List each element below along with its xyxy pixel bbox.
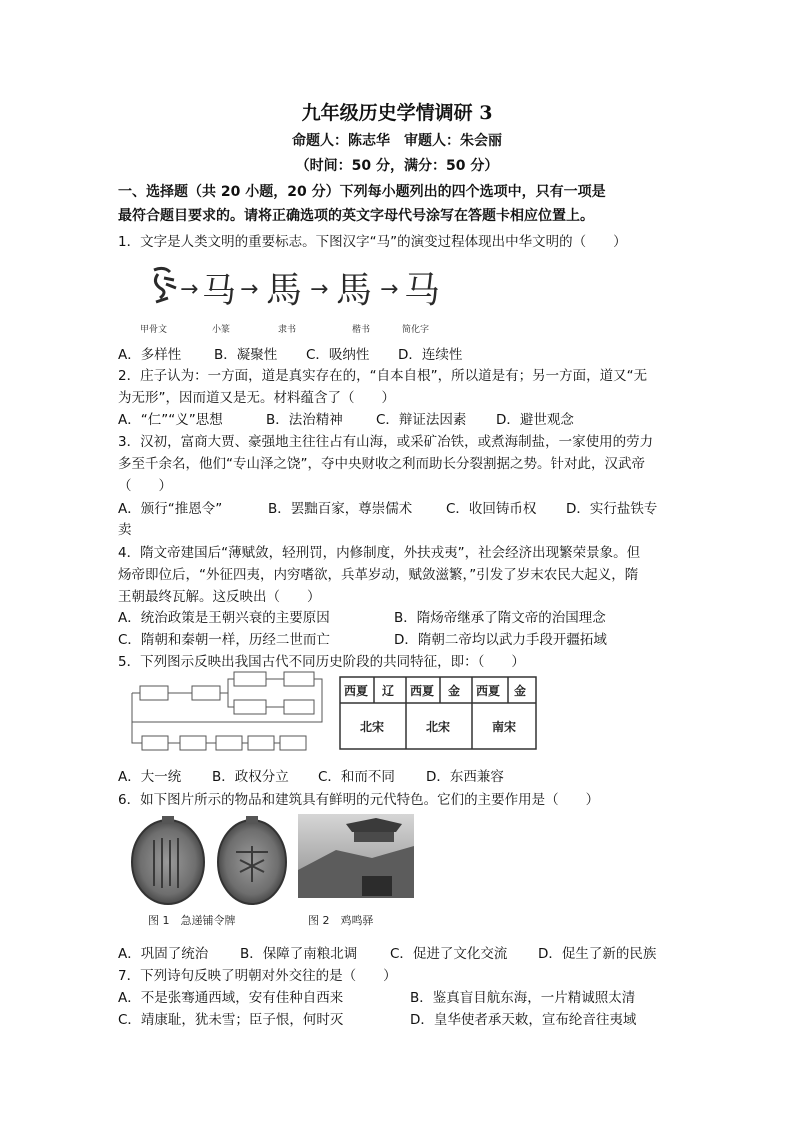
q5-option-c: C．和而不同 — [318, 769, 395, 785]
q1-option-b: B．凝聚性 — [214, 347, 278, 363]
q3-option-b: B．罢黜百家，尊崇儒术 — [268, 501, 413, 517]
exam-title: 九年级历史学情调研 3 — [301, 102, 493, 124]
arrow-1: → — [180, 277, 199, 302]
q4-stem-line3: 王朝最终瓦解。这反映出（ ） — [118, 589, 321, 605]
table-cell-jin-2: 金 — [514, 684, 527, 698]
q6-stem: 6．如下图片所示的物品和建筑具有鲜明的元代特色。它们的主要作用是（ ） — [118, 792, 600, 808]
q2-option-a: A．“仁”“义”思想 — [118, 412, 223, 428]
q4-option-b: B．隋炀帝继承了隋文帝的治国理念 — [394, 610, 606, 626]
section-instruction-line2: 最符合题目要求的。请将正确选项的英文字母代号涂写在答题卡相应位置上。 — [118, 208, 594, 224]
seal-script-char: 马 — [202, 271, 236, 311]
q5-option-b: B．政权分立 — [212, 769, 289, 785]
exam-time-info: （时间：50 分，满分：50 分） — [295, 158, 499, 174]
q7-option-b: B．鉴真盲目航东海，一片精诚照太清 — [410, 990, 636, 1006]
q5-stem: 5．下列图示反映出我国古代不同历史阶段的共同特征，即：（ ） — [118, 654, 525, 670]
table-cell-southern-song: 南宋 — [492, 720, 517, 734]
caption-regular: 楷书 — [352, 325, 371, 335]
figure-1-caption: 图 1 急递铺令牌 — [148, 914, 236, 927]
section-instruction-line1: 一、选择题（共 20 小题，20 分）下列每小题列出的四个选项中，只有一项是 — [118, 184, 606, 200]
table-cell-xixia-1: 西夏 — [344, 684, 369, 698]
table-cell-jin-1: 金 — [448, 684, 461, 698]
arrow-4: → — [380, 277, 399, 302]
q7-option-d: D．皇华使者承天敕，宣布纶音往夷域 — [410, 1012, 637, 1028]
q5-option-d: D．东西兼容 — [426, 769, 504, 785]
q6-option-b: B．保障了南粮北调 — [240, 946, 358, 962]
q3-stem-line2: 多至千余名，他们“专山泽之饶”，夺中央财收之利而助长分裂割据之势。针对此，汉武帝 — [118, 456, 645, 472]
table-cell-liao: 辽 — [382, 684, 395, 698]
q6-option-c: C．促进了文化交流 — [390, 946, 508, 962]
table-cell-northern-song-2: 北宋 — [426, 720, 451, 734]
regular-script-char: 馬 — [336, 270, 373, 311]
simplified-char: 马 — [404, 270, 441, 311]
paiza-token-1 — [132, 816, 204, 904]
caption-oracle-bone: 甲骨文 — [140, 325, 168, 335]
q1-option-d: D．连续性 — [398, 347, 463, 363]
q5-figure-flowchart — [130, 670, 330, 758]
oracle-bone-horse-glyph — [154, 268, 176, 302]
q4-stem-line1: 4．隋文帝建国后“薄赋敛，轻刑罚，内修制度，外扶戎夷”，社会经济出现繁荣景象。但 — [118, 545, 641, 561]
arrow-3: → — [310, 277, 329, 302]
caption-small-seal: 小篆 — [212, 325, 231, 335]
jiming-post-station-photo — [298, 814, 414, 898]
table-cell-xixia-2: 西夏 — [410, 684, 435, 698]
q7-option-a: A．不是张骞通西域，安有佳种自西来 — [118, 990, 344, 1006]
q4-option-a: A．统治政策是王朝兴衰的主要原因 — [118, 610, 330, 626]
q1-option-c: C．吸纳性 — [306, 347, 370, 363]
q2-stem-line2: 为无形”，因而道又是无。材料蕴含了（ ） — [118, 390, 395, 406]
caption-clerical: 隶书 — [278, 325, 297, 335]
exam-authors: 命题人：陈志华 审题人：朱会丽 — [292, 133, 502, 149]
q5-option-a: A．大一统 — [118, 769, 182, 785]
q7-option-c: C．靖康耻，犹未雪；臣子恨，何时灭 — [118, 1012, 344, 1028]
q6-figure-yuan-artifacts — [126, 810, 416, 930]
q3-option-d-continued: 卖 — [118, 522, 132, 538]
q4-stem-line2: 炀帝即位后，“外征四夷，内穷嗜欲，兵革岁动，赋敛滋繁，”引发了岁末农民大起义，隋 — [118, 567, 639, 583]
q2-option-b: B．法治精神 — [266, 412, 343, 428]
q6-option-d: D．促生了新的民族 — [538, 946, 657, 962]
q2-option-c: C．辩证法因素 — [376, 412, 467, 428]
q3-option-d: D．实行盐铁专 — [566, 501, 658, 517]
paiza-token-2 — [218, 816, 286, 904]
q2-option-d: D．避世观念 — [496, 412, 574, 428]
table-cell-northern-song-1: 北宋 — [360, 720, 385, 734]
q5-figure-dynasty-table — [338, 673, 538, 753]
q3-stem-line1: 3．汉初，富商大贾、豪强地主往往占有山海，或采矿冶铁，或煮海制盐，一家使用的劳力 — [118, 434, 654, 450]
q2-stem-line1: 2．庄子认为：一方面，道是真实存在的，“自本自根”，所以道是有；另一方面，道又“无 — [118, 368, 648, 384]
clerical-script-char: 馬 — [266, 270, 303, 311]
q4-option-c: C．隋朝和秦朝一样，历经二世而亡 — [118, 632, 330, 648]
q7-stem: 7．下列诗句反映了明朝对外交往的是（ ） — [118, 968, 397, 984]
q3-stem-line3: （ ） — [118, 478, 172, 494]
q1-stem: 1．文字是人类文明的重要标志。下图汉字“马”的演变过程体现出中华文明的（ ） — [118, 234, 627, 250]
q3-option-a: A．颁行“推恩令” — [118, 501, 223, 517]
q3-option-c: C．收回铸币权 — [446, 501, 537, 517]
table-cell-xixia-3: 西夏 — [476, 684, 501, 698]
arrow-2: → — [240, 277, 259, 302]
q1-option-a: A．多样性 — [118, 347, 182, 363]
q4-option-d: D．隋朝二帝均以武力手段开疆拓域 — [394, 632, 607, 648]
q1-figure-horse-evolution — [140, 258, 450, 338]
caption-simplified: 简化字 — [402, 325, 430, 335]
figure-2-caption: 图 2 鸡鸣驿 — [308, 914, 374, 927]
q6-option-a: A．巩固了统治 — [118, 946, 209, 962]
